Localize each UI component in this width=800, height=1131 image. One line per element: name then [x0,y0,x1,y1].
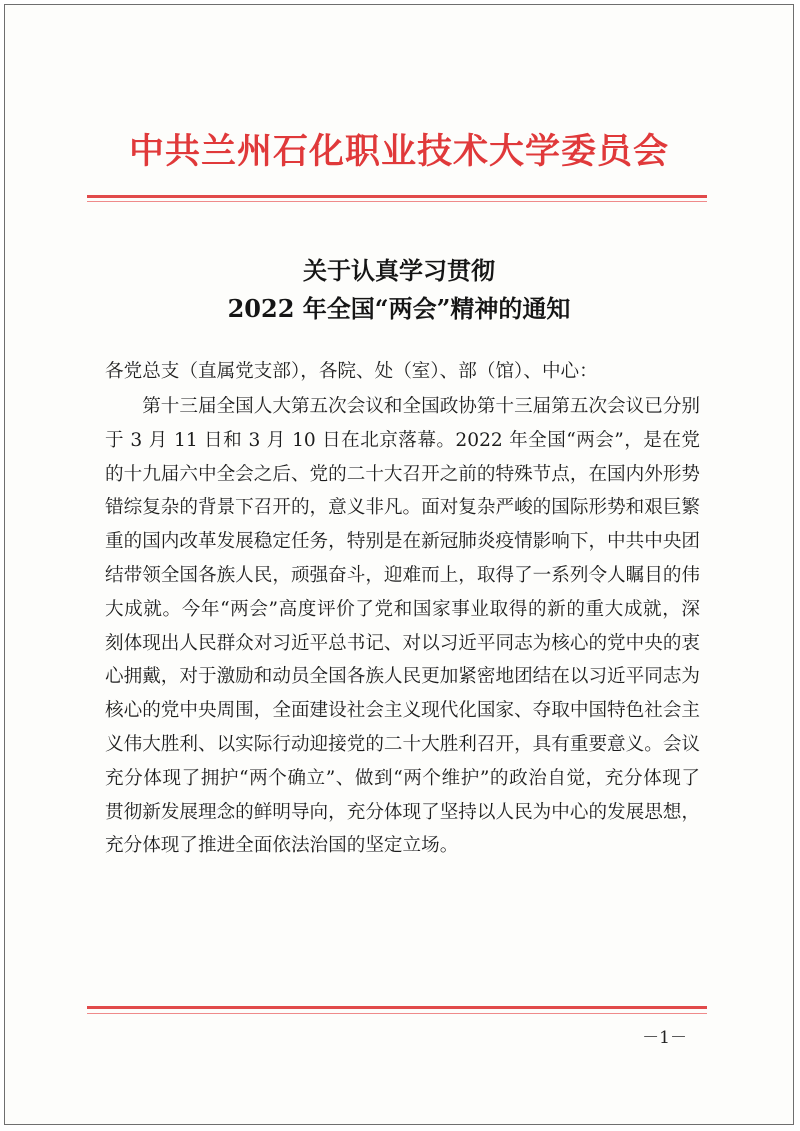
header-red-rule-thin [87,201,707,202]
footer-red-rule [87,1006,707,1009]
body-paragraph: 第十三届全国人大第五次会议和全国政协第十三届第五次会议已分别于 3 月 11 日和 3 月 10 日在北京落幕。2022 年全国“两会”，是在党的十九届六中全会之后、党的二十大召开之前的特殊节点，在国内外形势错综复杂的背景下召开的，意义非凡。面对复杂严峻的国际形势和艰巨繁重的国内改革发展稳定任务，特别是在新冠肺炎疫情影响下，中共中央团结带领全国各族人民，顽强奋斗，迎难而上，取得了一系列令人瞩目的伟大成就。今年“两会”高度评价了党和国家事业取得的新的重大成就，深刻体现出人民群众对习近平总书记、对以习近平同志为核心的党中央的衷心拥戴，对于激励和动员全国各族人民更加紧密地团结在以习近平同志为核心的党中央周围，全面建设社会主义现代化国家、夺取中国特色社会主义伟大胜利、以实际行动迎接党的二十大胜利召开，具有重要意义。会议充分体现了拥护“两个确立”、做到“两个维护”的政治自觉，充分体现了贯彻新发展理念的鲜明导向，充分体现了坚持以人民为中心的发展思想，充分体现了推进全面依法治国的坚定立场。 [105,396,701,857]
letterhead: 中共兰州石化职业技术大学委员会 [128,131,669,172]
page-number: －1－ [642,1028,687,1048]
header-red-rule [87,195,707,198]
document-title-line-1: 关于认真学习贯彻 [303,256,495,285]
document-title-line-2: 2022 年全国“两会”精神的通知 [227,294,571,323]
salutation: 各党总支（直属党支部），各院、处（室）、部（馆）、中心： [105,361,598,382]
document-page [4,4,794,1125]
footer-red-rule-thin [87,1013,707,1014]
